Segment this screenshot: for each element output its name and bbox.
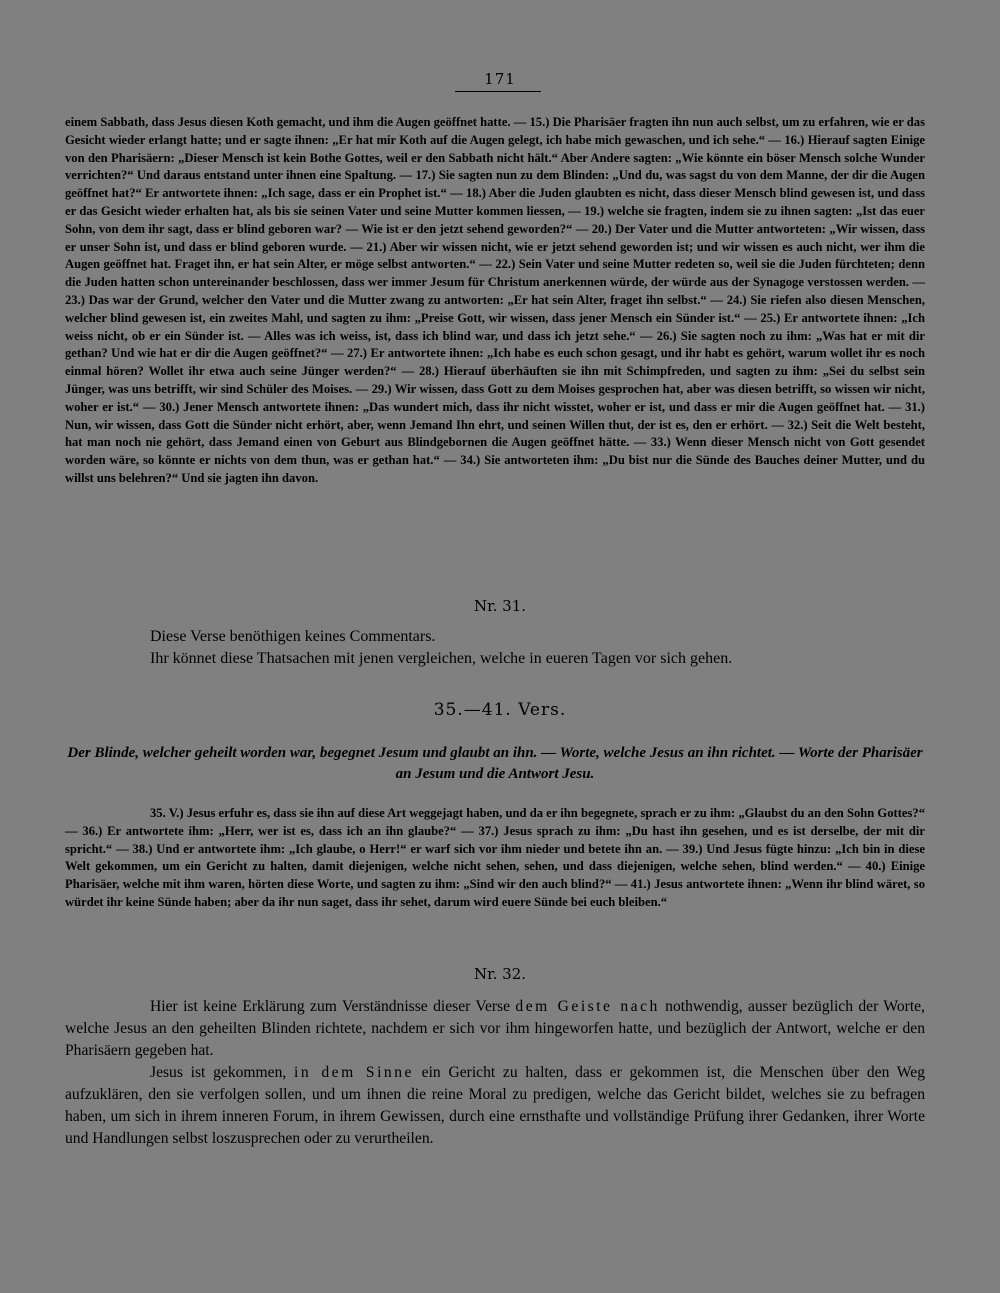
commentary-nr32 — [65, 996, 925, 1150]
commentary-nr31-line-2: Ihr könnet diese Thatsachen mit jenen vergleichen, welche in eueren Tagen vor sich gehen. — [150, 650, 733, 667]
section-heading-nr31: Nr. 31. — [473, 597, 527, 615]
commentary-nr32-p2-emphasis: in dem Sinne — [294, 1064, 414, 1081]
verse-text-block-2: 35. V.) Jesus erfuhr es, dass sie ihn auf diese Art weggejagt haben, und da er ihn begegnete, sprach er zu ihm: „Glaubst du an den Sohn Gottes?“ — 36.) Er antwortete ihm: „Herr, wer ist es, dass ich an ihn glaube?“ — 37.) Jesus sprach zu ihm: „Du hast ihn gesehen, und es ist derselbe, der mit dir spricht.“ — 38.) Und er antwortete ihm: „Ich glaube, o Herr!“ er warf sich vor ihm nieder und betete ihn an. — 39.) Und Jesus fügte hinzu: „Ich bin in diese Welt gekommen, um ein Gericht zu halten, damit diejenigen, welche nicht sehen, sehen, und dass diejenigen, welche sehen, blind werden.“ — 40.) Einige Pharisäer, welche mit ihm waren, hörten diese Worte, und sagten zu ihm: „Sind wir den auch blind?“ — 41.) Jesus antwortete ihnen: „Wenn ihr blind wäret, so würdet ihr keine Sünde haben; aber da ihr nun saget, dass ihr sehet, darum wird euere Sünde bei euch bleiben.“ — [65, 806, 925, 909]
commentary-nr31 — [65, 626, 925, 670]
commentary-nr32-p1-end: nothwendig, ausser bezüglich der Worte, welche Jesus an den geheilten Blinden richtete, nachdem er sich vor ihm hingeworfen hatte, und bezüglich der Antwort, welche er den Pharisäern gegeben hat. — [65, 998, 925, 1059]
commentary-nr32-p1-emphasis: dem Geiste nach — [515, 998, 660, 1015]
commentary-nr31-line-1: Diese Verse benöthigen keines Commentars. — [150, 628, 436, 645]
commentary-nr32-paragraph-1 — [65, 996, 925, 1062]
verse-range-heading: 35.—41. Vers. — [433, 700, 567, 720]
page-number: 171 — [484, 70, 516, 88]
section-subtitle: Der Blinde, welcher geheilt worden war, begegnet Jesum und glaubt an ihn. — Worte, welche Jesus an ihn richtet. — Worte der Pharisäer an Jesum und die Antwort Jesu. — [67, 745, 923, 782]
commentary-nr32-p2-start: Jesus ist gekommen, — [150, 1064, 295, 1081]
commentary-nr32-p2-end: ein Gericht zu halten, dass er gekommen ist, die Menschen über den Weg aufzuklären, den sie verfolgen sollen, und um ihnen die reine Moral zu predigen, welche das Gericht bildet, welches sie zu befragen haben, um sich in ihrem inneren Forum, in ihrem Gewissen, durch eine ernsthafte und vollständige Prüfung ihrer Gedanken, ihrer Worte und Handlungen selbst loszusprechen oder zu verurtheilen. — [65, 1064, 925, 1147]
page-number-rule — [455, 91, 541, 92]
section-heading-nr32: Nr. 32. — [473, 965, 527, 983]
commentary-nr32-p1-start: Hier ist keine Erklärung zum Verständnisse dieser Verse — [150, 998, 516, 1015]
verse-text-block-1: einem Sabbath, dass Jesus diesen Koth gemacht, und ihm die Augen geöffnet hatte. — 15.) Die Pharisäer fragten ihn nun auch selbst, um zu erfahren, wie er das Gesicht wieder erlangt hatte; und er sagte ihnen: „Er hat mir Koth auf die Augen gelegt, ich habe mich gewaschen, und ich sehe.“ — 16.) Hierauf sagten Einige von den Pharisäern: „Dieser Mensch ist kein Bothe Gottes, weil er den Sabbath nicht hält.“ Aber Andere sagten: „Wie könnte ein böser Mensch solche Wunder verrichten?“ Und daraus entstand unter ihnen eine Spaltung. — 17.) Sie sagten nun zu dem Blinden: „Und du, was sagst du von dem Manne, der dir die Augen geöffnet hat?“ Er antwortete ihnen: „Ich sage, dass er ein Prophet ist.“ — 18.) Aber die Juden glaubten es nicht, dass dieser Mensch blind gewesen ist, und dass er das Gesicht wieder erhalten hat, als bis sie seinen Vater und seine Mutter kommen liessen, — 19.) welche sie fragten, indem sie zu ihnen sagten: „Ist das euer Sohn, von dem ihr sagt, dass er blind geboren war? — Wie ist er den jetzt sehend geworden?“ — 20.) Der Vater und die Mutter antworteten: „Wir wissen, dass er unser Sohn ist, und dass er blind geboren wurde. — 21.) Aber wir wissen nicht, wie er jetzt sehend geworden ist; und wir wissen es auch nicht, wer ihm die Augen geöffnet hat. Fraget ihn, er hat sein Alter, er möge selbst antworten.“ — 22.) Sein Vater und seine Mutter redeten so, weil sie die Juden fürchteten; denn die Juden hatten schon untereinander beschlossen, dass wer immer Jesum für Christum anerkennen würde, der würde aus der Synagoge verstossen werden. — 23.) Das war der Grund, welcher den Vater und die Mutter zwang zu antworten: „Er hat sein Alter, fraget ihn selbst.“ — 24.) Sie riefen also diesen Menschen, welcher blind gewesen ist, ein zweites Mahl, und sagten zu ihm: „Preise Gott, wir wissen, dass jener Mensch ein Sünder ist.“ — 25.) Er antwortete ihnen: „Ich weiss nicht, ob er ein Sünder ist. — Alles was ich weiss, ist, dass ich blind war, und dass ich jetzt sehe.“ — 26.) Sie sagten noch zu ihm: „Was hat er mit dir gethan? Und wie hat er dir die Augen geöffnet?“ — 27.) Er antwortete ihnen: „Ich habe es euch schon gesagt, und ihr habt es gehört, warum wollet ihr es noch einmal hören? Wollet ihr etwa auch seine Jünger werden?“ — 28.) Hierauf überhäuften sie ihn mit Schimpfreden, und sagten zu ihm: „Sei du selbst sein Jünger, was uns betrifft, wir sind Schüler des Moises. — 29.) Wir wissen, dass Gott zu dem Moises gesprochen hat, aber was diesen betrifft, so wissen wir nicht, woher er ist.“ — 30.) Jener Mensch antwortete ihnen: „Das wundert mich, dass ihr nicht wisstet, woher er ist, und dass er mir die Augen geöffnet hat. — 31.) Nun, wir wissen, dass Gott die Sünder nicht erhört, aber, wenn Jemand Ihn ehrt, und seinen Willen thut, der ist es, den er erhört. — 32.) Seit die Welt besteht, hat man noch nie gehört, dass Jemand einen von Geburt aus Blindgebornen die Augen geöffnet hätte. — 33.) Wenn dieser Mensch nicht von Gott gesendet worden wäre, so könnte er nichts von dem thun, was er gethan hat.“ — 34.) Sie antworteten ihm: „Du bist nur die Sünde des Bauches deiner Mutter, und du willst uns belehren?“ Und sie jagten ihn davon. — [65, 115, 925, 485]
commentary-nr32-paragraph-2 — [65, 1062, 925, 1150]
